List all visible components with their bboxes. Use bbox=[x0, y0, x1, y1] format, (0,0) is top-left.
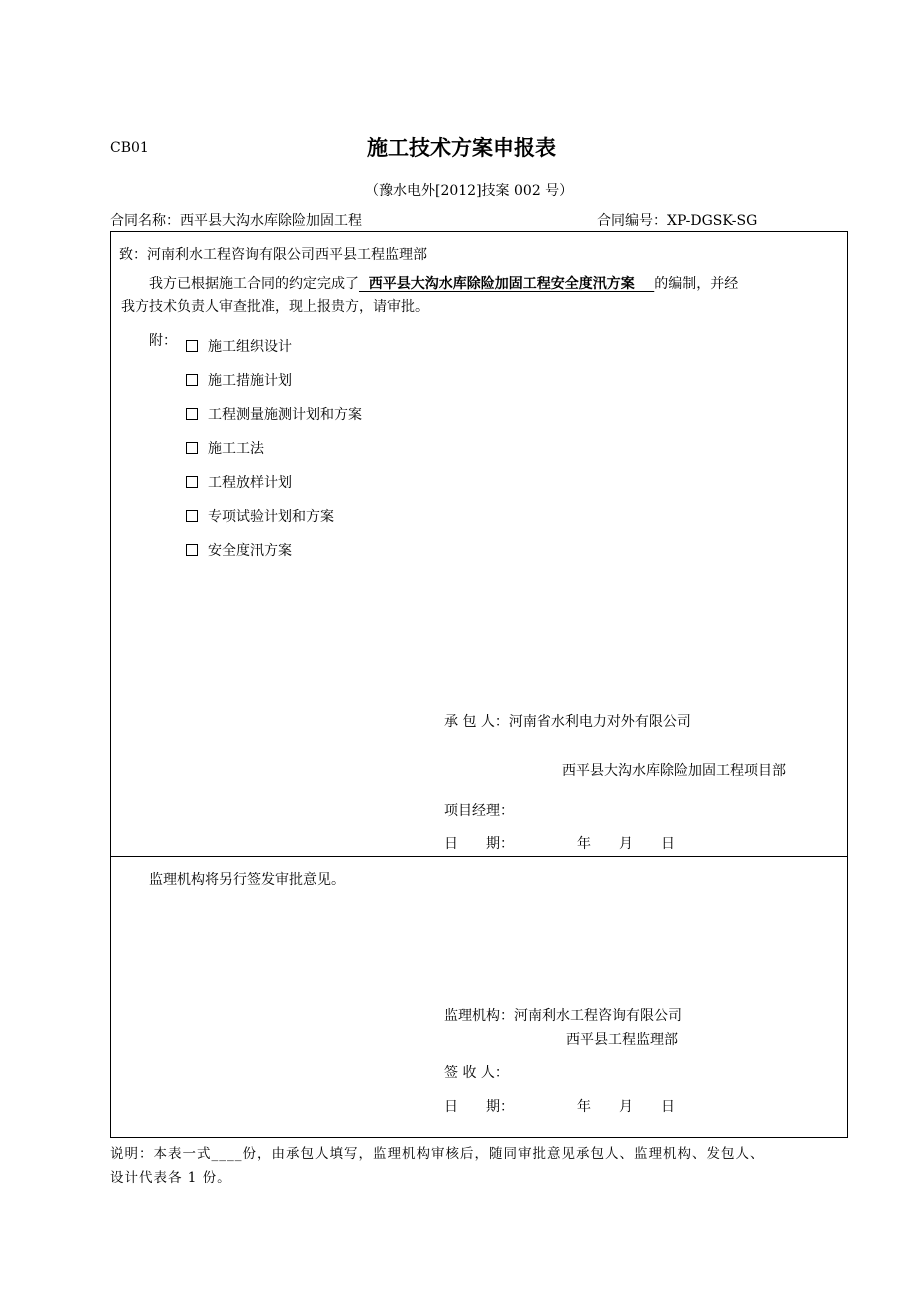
attachment-label: 安全度汛方案 bbox=[208, 543, 292, 559]
attachment-label: 施工措施计划 bbox=[208, 373, 292, 389]
supervision-section bbox=[110, 855, 848, 1138]
checkbox[interactable] bbox=[186, 510, 198, 522]
contractor: 承 包 人：河南省水利电力对外有限公司 bbox=[444, 714, 691, 730]
attachment-item bbox=[186, 364, 362, 398]
checkbox[interactable] bbox=[186, 408, 198, 420]
addressee: 致：河南利水工程咨询有限公司西平县工程监理部 bbox=[119, 247, 427, 263]
body-text: 我方已根据施工合同的约定完成了 bbox=[149, 276, 359, 292]
checkbox[interactable] bbox=[186, 340, 198, 352]
note-line-2: 设计代表各 1 份。 bbox=[110, 1170, 232, 1186]
contractor-dept: 西平县大沟水库除险加固工程项目部 bbox=[562, 763, 786, 779]
application-section bbox=[110, 231, 848, 857]
project-manager-label: 项目经理： bbox=[444, 803, 514, 819]
attachment-label: 专项试验计划和方案 bbox=[208, 509, 334, 525]
note-line-1: 说明：本表一式____份，由承包人填写，监理机构审核后，随同审批意见承包人、监理机构、发包人、 bbox=[110, 1146, 765, 1162]
receiver-label: 签 收 人： bbox=[444, 1065, 509, 1081]
attachment-item bbox=[186, 398, 362, 432]
doc-number: （豫水电外[2012]技案 002 号） bbox=[365, 183, 574, 199]
contract-name: 合同名称：西平县大沟水库除险加固工程 bbox=[110, 213, 362, 229]
form-code: CB01 bbox=[110, 140, 149, 156]
attachment-label: 工程测量施测计划和方案 bbox=[208, 407, 362, 423]
date-line: 日 期： 年 月 日 bbox=[444, 836, 675, 852]
attachment-item bbox=[186, 500, 362, 534]
attachment-label: 工程放样计划 bbox=[208, 475, 292, 491]
checkbox[interactable] bbox=[186, 374, 198, 386]
attach-label: 附： bbox=[149, 333, 177, 349]
checkbox[interactable] bbox=[186, 442, 198, 454]
date-line: 日 期： 年 月 日 bbox=[444, 1099, 675, 1115]
supervision-note: 监理机构将另行签发审批意见。 bbox=[149, 872, 345, 888]
supervisor: 监理机构：河南利水工程咨询有限公司 bbox=[444, 1008, 682, 1024]
checkbox[interactable] bbox=[186, 544, 198, 556]
attachment-label: 施工组织设计 bbox=[208, 339, 292, 355]
attachment-item bbox=[186, 466, 362, 500]
attachment-item bbox=[186, 330, 362, 364]
body-line-1 bbox=[149, 273, 738, 293]
plan-subject: 西平县大沟水库除险加固工程安全度汛方案 bbox=[359, 276, 655, 292]
body-text: 的编制，并经 bbox=[654, 276, 739, 292]
body-line-2: 我方技术负责人审查批准，现上报贵方，请审批。 bbox=[121, 299, 429, 315]
supervisor-dept: 西平县工程监理部 bbox=[566, 1032, 678, 1048]
attachment-item bbox=[186, 432, 362, 466]
page-title: 施工技术方案申报表 bbox=[367, 135, 556, 160]
attachment-label: 施工工法 bbox=[208, 441, 264, 457]
attachment-item bbox=[186, 534, 362, 568]
contract-number: 合同编号：XP-DGSK-SG bbox=[597, 213, 758, 229]
attachment-list bbox=[186, 330, 362, 568]
checkbox[interactable] bbox=[186, 476, 198, 488]
